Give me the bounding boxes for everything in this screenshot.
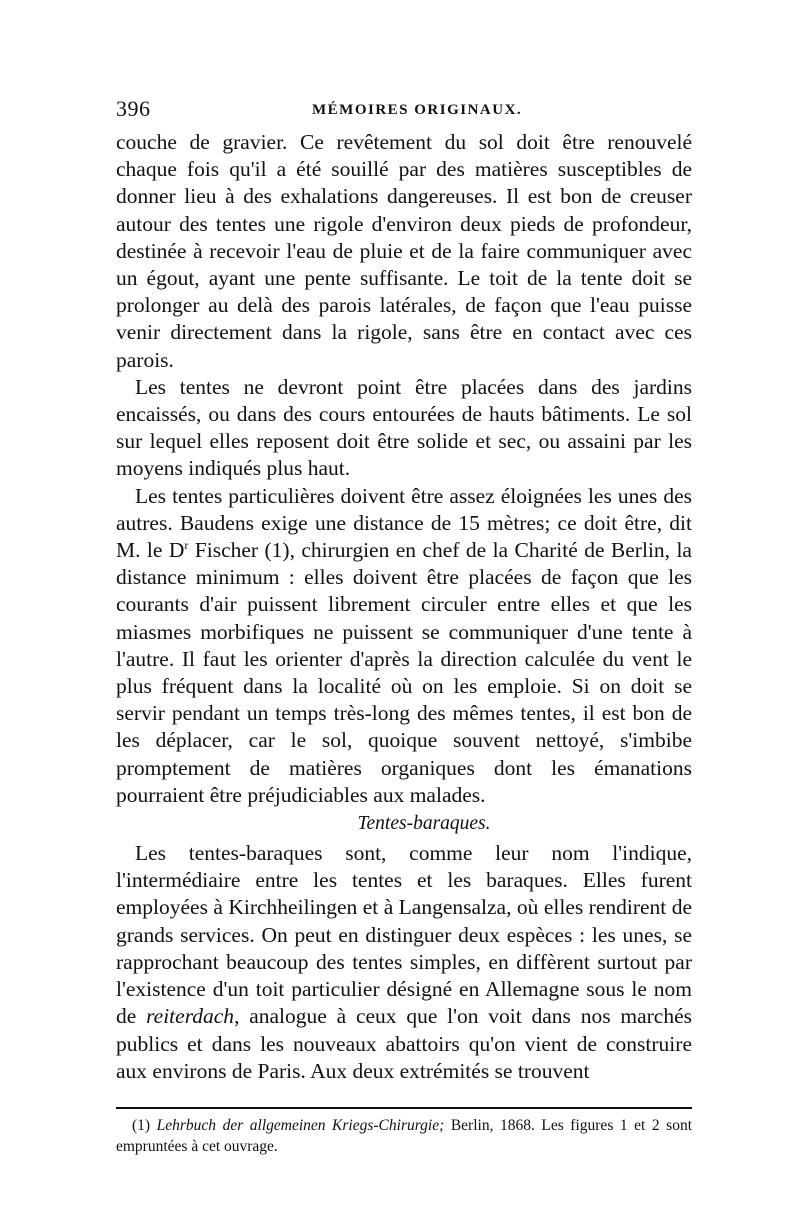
page-number: 396 <box>116 96 151 121</box>
paragraph-3 <box>116 483 692 809</box>
paragraph-4-part-a: Les tentes-baraques sont, comme leur nom l'indique, l'intermédiaire entre les tentes et les baraques. Elles furent employées à Kirchheilingen et à Langensalza, où elles rendirent de grands services. On peut en distinguer deux espèces : les unes, se rapprochant beaucoup des tentes simples, en diffèrent surtout par l'existence d'un toit particulier désigné en Allemagne sous le nom de <box>116 841 692 1029</box>
running-title: MÉMOIRES ORIGINAUX. <box>312 102 523 118</box>
doctor-abbrev-superscript: r <box>184 538 189 553</box>
footnote <box>116 1115 692 1157</box>
paragraph-4-part-b: , analogue à ceux que l'on voit dans nos marchés publics et dans les nouveaux abattoirs qu'on vient de construire aux environs de Paris. Aux deux extrémités se trouvent <box>116 1004 692 1083</box>
paragraph-3-part-b: Fischer (1), chirurgien en chef de la Charité de Berlin, la distance minimum : elles doivent être placées de façon que les courants d'air puissent librement circuler entre elles et que les miasmes morbifiques ne puissent se communiquer d'une tente à l'autre. Il faut les orienter d'après la direction calculée du vent le plus fréquent dans la localité où on les emploie. Si on doit se servir pendant un temps très-long des mêmes tentes, il est bon de les déplacer, car le sol, quoique souvent nettoyé, s'imbibe promptement de matières organiques dont les émanations pourraient être préjudiciables aux malades. <box>116 538 692 807</box>
page-header <box>116 96 692 126</box>
body-text <box>116 129 692 1085</box>
section-heading: Tentes-baraques. <box>357 813 491 835</box>
footnote-divider <box>116 1107 692 1109</box>
paragraph-3-part-a: Les tentes particulières doivent être assez éloignées les unes des autres. Baudens exige une distance de 15 mètres; ce doit être, dit M. le D <box>116 483 692 563</box>
reiterdach-term: reiterdach <box>146 1004 235 1029</box>
footnote-text: Berlin, 1868. Les figures 1 et 2 sont empruntées à cet ouvrage. <box>116 1117 693 1155</box>
paragraph-4 <box>116 840 692 1085</box>
footnote-marker: (1) <box>132 1117 151 1134</box>
paragraph-2: Les tentes ne devront point être placées dans des jardins encaissés, ou dans des cours entourées de hauts bâtiments. Le sol sur lequel elles reposent doit être solide et sec, ou assaini par les moyens indiqués plus haut. <box>116 374 692 481</box>
paragraph-1: couche de gravier. Ce revêtement du sol doit être renouvelé chaque fois qu'il a été souillé par des matières susceptibles de donner lieu à des exhalations dangereuses. Il est bon de creuser autour des tentes une rigole d'environ deux pieds de profondeur, destinée à recevoir l'eau de pluie et de la faire communiquer avec un égout, ayant une pente suffisante. Le toit de la tente doit se prolonger au delà des parois latérales, de façon que l'eau puisse venir directement dans la rigole, sans être en contact avec ces parois. <box>116 130 692 372</box>
footnote-book-title: Lehrbuch der allgemeinen Kriegs-Chirurgie; <box>156 1117 445 1134</box>
